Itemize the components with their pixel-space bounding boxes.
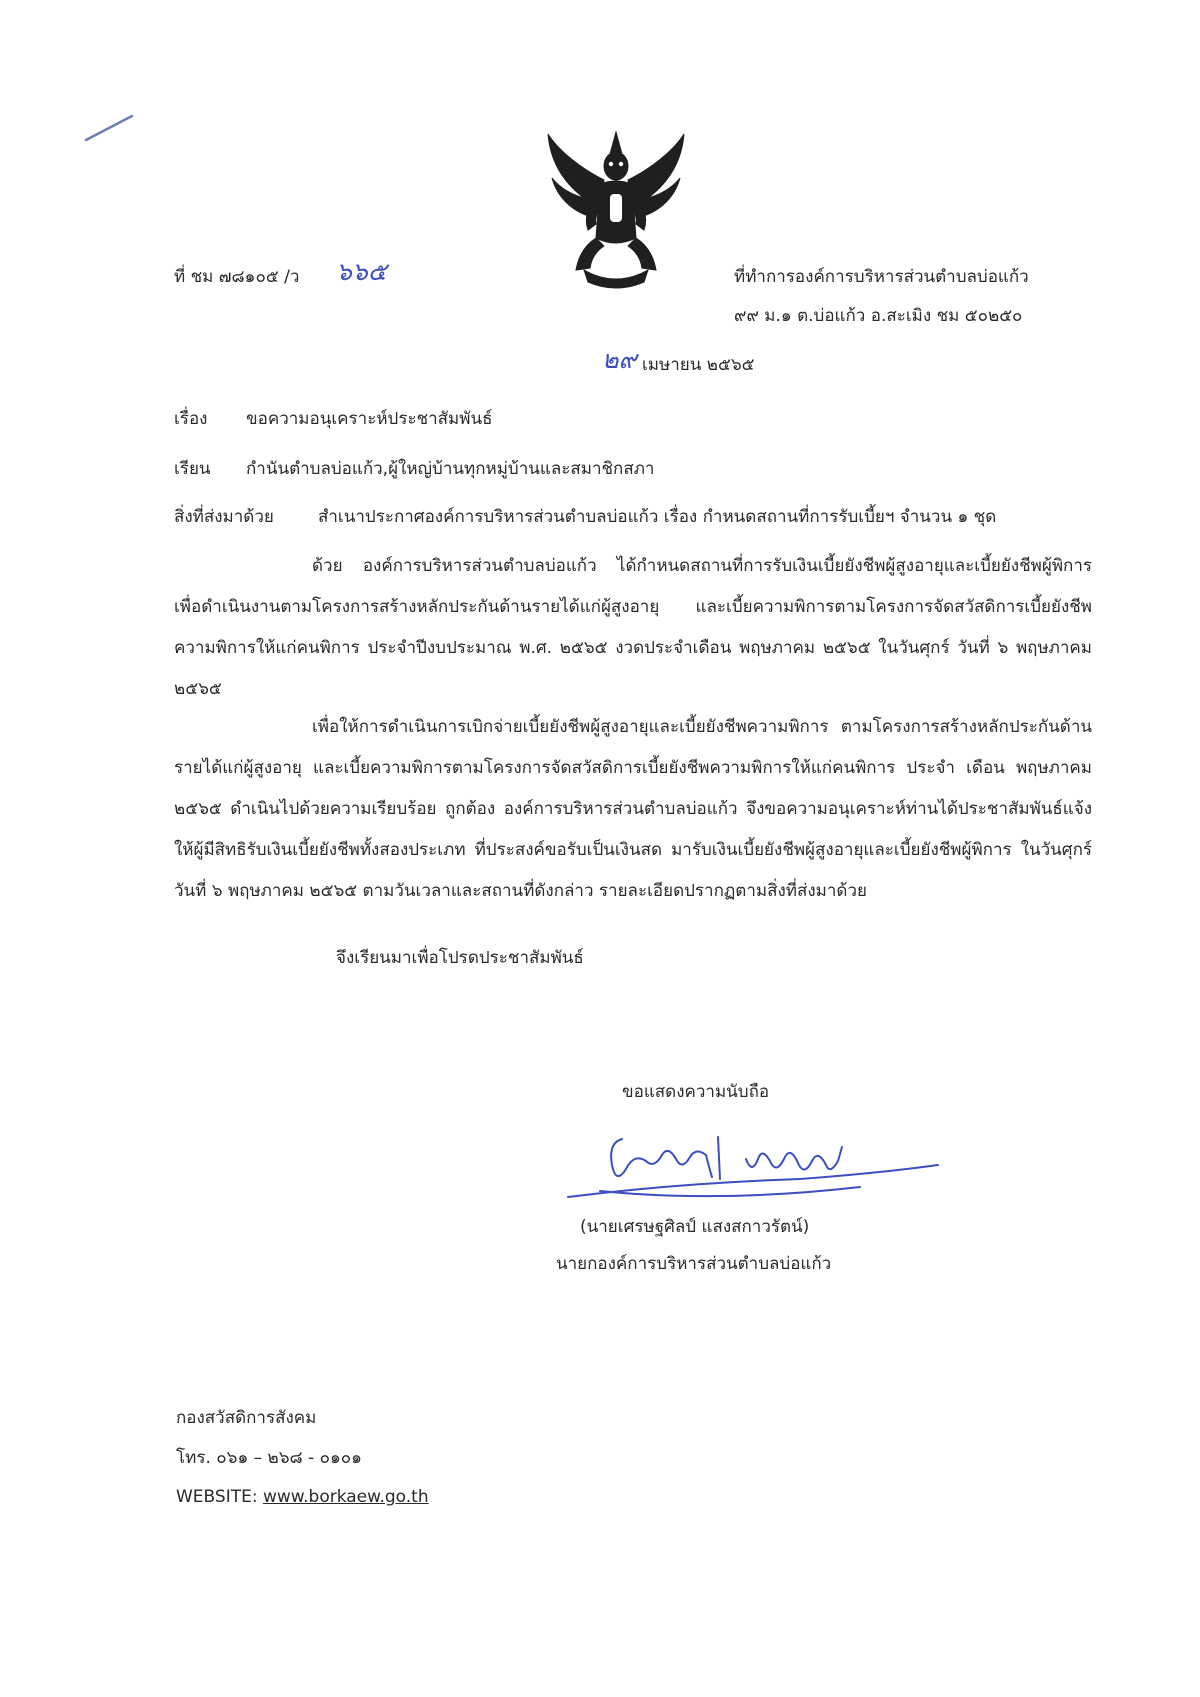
footer-website — [176, 1485, 429, 1509]
footer-phone: โทร. ๐๖๑ – ๒๖๘ - ๐๑๐๑ — [176, 1448, 362, 1468]
signature-handwritten — [560, 1125, 942, 1205]
enclosure-label: สิ่งที่ส่งมาด้วย — [174, 507, 274, 527]
body-paragraph-2 — [174, 707, 1092, 912]
footer-website-label: WEBSITE: — [176, 1487, 258, 1507]
salutation: ขอแสดงความนับถือ — [622, 1082, 770, 1102]
date-day-handwritten: ๒๙ — [602, 345, 637, 374]
reference-number-handwritten: ๖๖๕ — [336, 257, 387, 286]
recipient-label: เรียน — [174, 459, 211, 479]
pen-mark — [82, 110, 138, 146]
signer-name: (นายเศรษฐศิลป์ แสงสกาวรัตน์) — [580, 1217, 810, 1237]
recipient-text: กำนันตำบลบ่อแก้ว,ผู้ใหญ่บ้านทุกหมู่บ้านและสมาชิกสภา — [246, 459, 655, 479]
body-paragraph-1 — [174, 546, 1092, 710]
footer-department: กองสวัสดิการสังคม — [176, 1408, 317, 1428]
office-address: ๙๙ ม.๑ ต.บ่อแก้ว อ.สะเมิง ชม ๕๐๒๕๐ — [734, 306, 1023, 326]
garuda-emblem-icon — [540, 128, 692, 292]
closing-line: จึงเรียนมาเพื่อโปรดประชาสัมพันธ์ — [336, 948, 584, 968]
footer-website-link[interactable]: www.borkaew.go.th — [262, 1487, 429, 1507]
body-paragraph-1-text: ด้วย องค์การบริหารส่วนตำบลบ่อแก้ว ได้กำหนดสถานที่การรับเงินเบี้ยยังชีพผู้สูงอายุและเบี้ยยังชีพผู้พิการ เพื่อดำเนินงานตามโครงการสร้างหลักประกันด้านรายได้แก่ผู้สูงอายุ และเบี้ยความพิการตามโครงการจัดสวัสดิการเบี้ยยังชีพความพิการให้แก่คนพิการ ประจำปีงบประมาณ พ.ศ. ๒๕๖๕ งวดประจำเดือน พฤษภาคม ๒๕๖๕ ในวันศุกร์ วันที่ ๖ พฤษภาคม ๒๕๖๕ — [174, 556, 1092, 699]
signer-title: นายกองค์การบริหารส่วนตำบลบ่อแก้ว — [556, 1254, 832, 1274]
subject-text: ขอความอนุเคราะห์ประชาสัมพันธ์ — [246, 409, 493, 429]
subject-label: เรื่อง — [174, 409, 208, 429]
enclosure-text: สำเนาประกาศองค์การบริหารส่วนตำบลบ่อแก้ว เรื่อง กำหนดสถานที่การรับเบี้ยฯ จำนวน ๑ ชุด — [318, 507, 997, 527]
reference-number — [174, 265, 299, 289]
body-paragraph-2-text: เพื่อให้การดำเนินการเบิกจ่ายเบี้ยยังชีพผู้สูงอายุและเบี้ยยังชีพความพิการ ตามโครงการสร้างหลักประกันด้านรายได้แก่ผู้สูงอายุ และเบี้ยความพิการตามโครงการจัดสวัสดิการเบี้ยยังชีพความพิการให้แก่คนพิการ ประจำ เดือน พฤษภาคม ๒๕๖๕ ดำเนินไปด้วยความเรียบร้อย ถูกต้อง องค์การบริหารส่วนตำบลบ่อแก้ว จึงขอความอนุเคราะห์ท่านได้ประชาสัมพันธ์แจ้งให้ผู้มีสิทธิรับเงินเบี้ยยังชีพทั้งสองประเภท ที่ประสงค์ขอรับเป็นเงินสด มารับเงินเบี้ยยังชีพผู้สูงอายุและเบี้ยยังชีพผู้พิการ ในวันศุกร์ วันที่ ๖ พฤษภาคม ๒๕๖๕ ตามวันเวลาและสถานที่ดังกล่าว รายละเอียดปรากฏตามสิ่งที่ส่งมาด้วย — [174, 717, 1092, 901]
date-month-year: เมษายน ๒๕๖๕ — [642, 355, 755, 375]
reference-number-text: ที่ ชม ๗๘๑๐๕ /ว — [174, 267, 300, 287]
office-name: ที่ทำการองค์การบริหารส่วนตำบลบ่อแก้ว — [734, 267, 1029, 287]
